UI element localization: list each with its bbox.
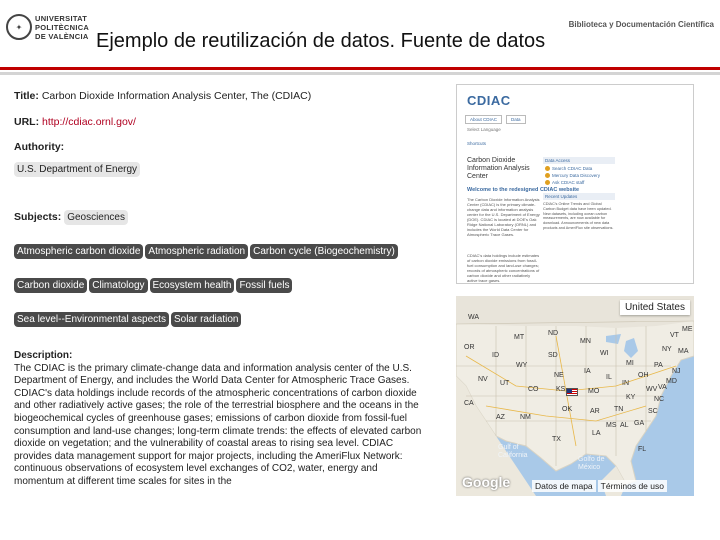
state-label: MN [580, 338, 591, 345]
state-label: WI [600, 350, 609, 357]
bullet-icon [545, 180, 550, 185]
url-label: URL: [14, 116, 40, 128]
sidebar-heading: Recent Updates [543, 193, 615, 200]
state-label: UT [500, 380, 510, 387]
state-label: PA [654, 362, 663, 369]
authority-label: Authority: [14, 141, 65, 153]
upv-logo [6, 12, 92, 42]
map-data-link[interactable]: Datos de mapa [532, 480, 596, 492]
map-footer [532, 480, 667, 492]
state-label: OH [638, 372, 649, 379]
state-label: KY [626, 394, 636, 401]
state-label: KS [556, 386, 566, 393]
state-label: IN [622, 380, 629, 387]
state-label: TX [552, 436, 561, 443]
state-label: AL [620, 422, 629, 429]
site-nav-item[interactable]: About CDIAC [465, 115, 502, 124]
state-label: MI [626, 360, 634, 367]
state-label: OK [562, 406, 573, 413]
bullet-icon [545, 173, 550, 178]
upv-seal-icon: ✦ [6, 14, 32, 40]
state-label: GA [634, 420, 645, 427]
logo-line: UNIVERSITAT [35, 13, 88, 23]
cdiac-logo: CDIAC [467, 93, 511, 108]
state-label: WV [646, 386, 658, 393]
authority-value-row [14, 162, 142, 177]
sidebar-link-label: Search CDIAC Data [552, 166, 593, 171]
state-label: MD [666, 378, 677, 385]
state-label: CA [464, 400, 474, 407]
subject-chip[interactable]: Sea level--Environmental aspects [14, 312, 169, 327]
state-label: AR [590, 408, 600, 415]
subject-chip[interactable]: Atmospheric carbon dioxide [14, 244, 143, 259]
subjects-row-1 [14, 210, 130, 225]
site-heading: Carbon Dioxide Information Analysis Center [467, 157, 530, 180]
state-label: MO [588, 388, 600, 395]
subject-chip[interactable]: Solar radiation [171, 312, 241, 327]
site-sidebar [543, 157, 615, 231]
state-label: IA [584, 368, 591, 375]
state-label: NJ [672, 368, 681, 375]
state-label: MA [678, 348, 689, 355]
us-flag-marker-icon[interactable] [566, 388, 578, 396]
state-label: WA [468, 314, 480, 321]
subject-chip[interactable]: Geosciences [64, 210, 128, 225]
state-label: WY [516, 362, 528, 369]
state-label: VT [670, 332, 679, 339]
subjects-label: Subjects: [14, 211, 62, 223]
state-label: NE [554, 372, 564, 379]
state-label: TN [614, 406, 624, 413]
sidebar-link[interactable] [545, 180, 615, 185]
title-value: Carbon Dioxide Information Analysis Center, The (CDIAC) [41, 90, 312, 102]
language-select[interactable]: Select Language [467, 127, 501, 132]
sidebar-updates-text: CDIAC's Online Trends and Global Carbon Budget data have been updated. New datasets, including ocean carbon measurements, are now available for download. Announcements of new data products and AmeriFlux site observations. [543, 202, 614, 230]
state-label: OR [464, 344, 475, 351]
state-label: ND [548, 330, 559, 337]
logo-line: POLITÈCNICA [35, 22, 90, 32]
subject-chip[interactable]: Carbon dioxide [14, 278, 87, 293]
state-label: MT [514, 334, 525, 341]
subject-chip[interactable]: Fossil fuels [236, 278, 292, 293]
state-label: NY [662, 346, 672, 353]
description-label: Description: [14, 350, 73, 361]
authority-chip[interactable]: U.S. Department of Energy [14, 162, 140, 177]
state-label: NM [520, 414, 531, 421]
bullet-icon [545, 166, 550, 171]
url-link[interactable]: http://cdiac.ornl.gov/ [42, 116, 136, 128]
sidebar-link-label: Mercury Data Discovery [552, 173, 601, 178]
cdiac-website-screenshot [456, 84, 694, 284]
map-title: United States [620, 300, 690, 315]
slide-title: Ejemplo de reutilización de datos. Fuente de datos [96, 30, 546, 52]
state-label: VA [658, 384, 667, 391]
state-label: MS [606, 422, 617, 429]
subject-chip[interactable]: Atmospheric radiation [145, 244, 248, 259]
subjects-row-2 [14, 244, 400, 259]
site-welcome[interactable]: Welcome to the redesigned CDIAC website [467, 187, 580, 193]
subject-chip[interactable]: Ecosystem health [150, 278, 235, 293]
logo-line: DE VALÈNCIA [35, 31, 89, 41]
site-shortcuts[interactable]: Shortcuts [467, 141, 487, 146]
state-label: SD [548, 352, 558, 359]
state-label: ME [682, 326, 693, 333]
slide-header [0, 0, 720, 68]
state-label: LA [592, 430, 601, 437]
subject-chip[interactable]: Climatology [89, 278, 147, 293]
header-divider-gray [0, 72, 720, 75]
state-label: AZ [496, 414, 505, 421]
map-terms-link[interactable]: Términos de uso [598, 480, 667, 492]
description-text: The CDIAC is the primary climate-change data and information analysis center of the U.S. Department of Energy, and includes the World Data Center for Atmospheric Trace Gases. CDIAC's data holdings include records of the atmospheric concentrations of carbon dioxide and other radiatively active gases; the role of the terrestrial biosphere and the oceans in the biogeochemical cycles of greenhouse gases; emissions of carbon dioxide from fossil-fuel consumption and land-use changes; long-term climate trends: the effects of elevated carbon dioxide on vegetation; and the vulnerability of coastal areas to rising sea level. CDIAC provides data management support for major projects, including the AmeriFlux Network: continuous observations of ecosystem level exchanges of CO2, water, energy and momentum at different time scales for sites in the [14, 362, 422, 487]
site-nav-item[interactable]: Data [506, 115, 526, 124]
state-label: NC [654, 396, 665, 403]
library-name: Biblioteca y Documentación Científica [568, 20, 714, 29]
water-label: Golfo de México [578, 456, 605, 471]
sidebar-link[interactable] [545, 166, 615, 171]
site-nav [465, 115, 526, 124]
subject-chip[interactable]: Carbon cycle (Biogeochemistry) [250, 244, 398, 259]
state-label: ID [492, 352, 499, 359]
authority-label-row [14, 141, 64, 153]
google-logo: Google [462, 474, 511, 490]
subjects-row-3 [14, 278, 294, 293]
site-body-text-2: CDIAC's data holdings include estimates of carbon dioxide emissions from fossil-fuel consumption and land-use changes; records of atmospheric concentrations of carbon dioxide and other radiatively active trace gases. [467, 253, 540, 283]
sidebar-link-label: Ask CDIAC staff [552, 180, 585, 185]
water-label: Gulf of California [498, 444, 528, 459]
sidebar-link[interactable] [545, 173, 615, 178]
subjects-row-4 [14, 312, 243, 327]
sidebar-heading: Data Access [543, 157, 615, 164]
state-label: NV [478, 376, 488, 383]
state-label: SC [648, 408, 658, 415]
state-label: IL [606, 374, 612, 381]
description-block [14, 350, 424, 489]
state-label: CO [528, 386, 539, 393]
header-divider-red [0, 67, 720, 70]
title-row [14, 90, 311, 102]
site-body-text: The Carbon Dioxide Information Analysis Center (CDIAC) is the primary climate-change data and information analysis center for the U.S. Department of Energy (DOE). CDIAC is located at DOE's Oak Ridge National Laboratory (ORNL) and includes the World Data Center for Atmospheric Trace Gases. [467, 197, 540, 237]
state-label: FL [638, 446, 647, 453]
us-map[interactable] [456, 296, 694, 496]
title-label: Title: [14, 90, 39, 102]
url-row [14, 116, 136, 128]
